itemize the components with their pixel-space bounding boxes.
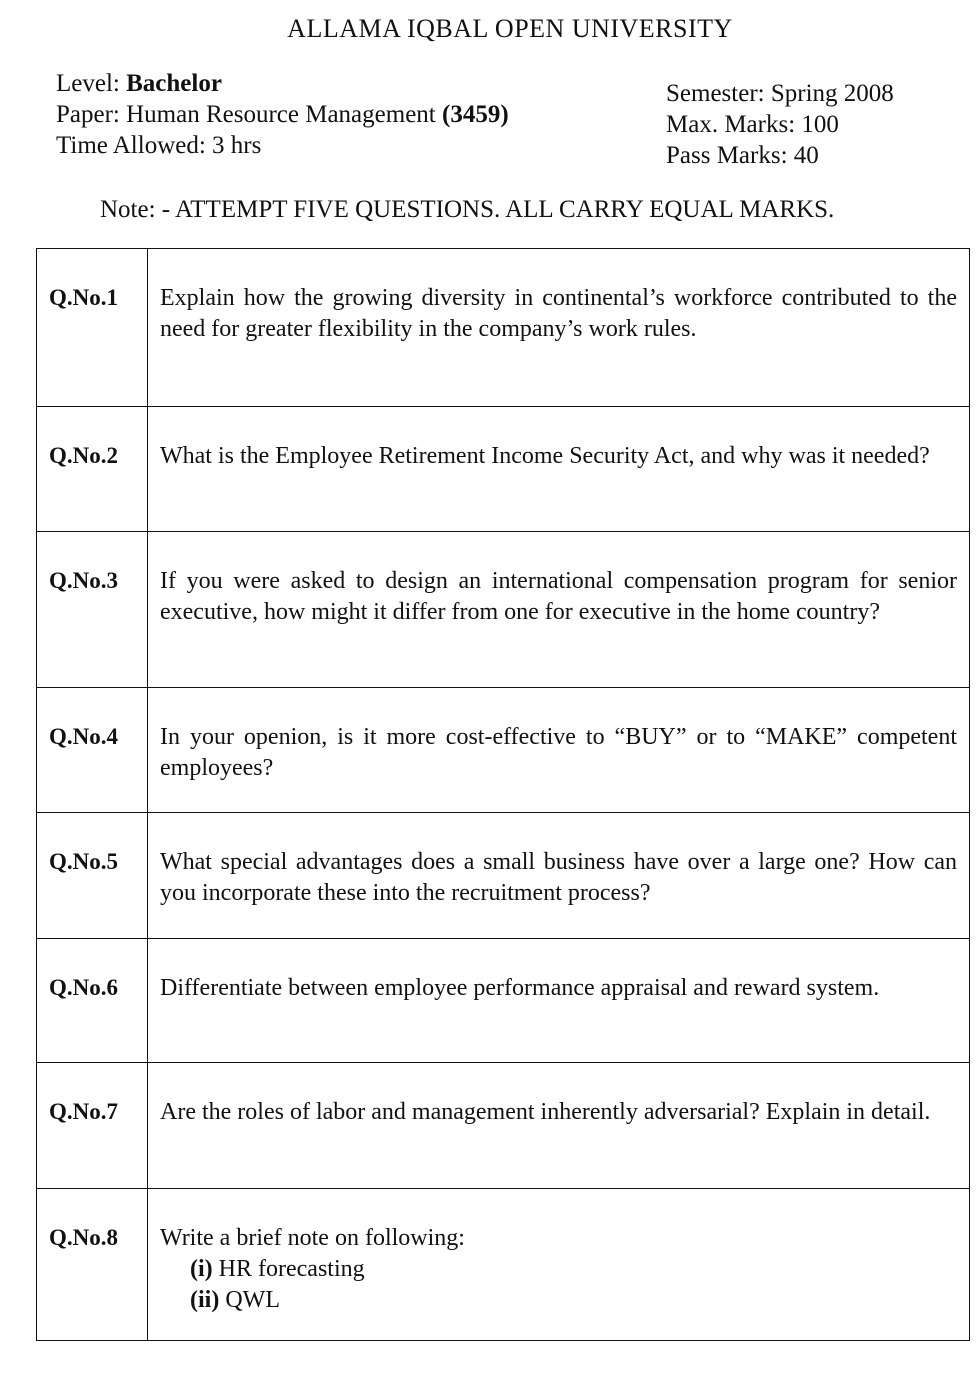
- level-label: Level:: [56, 70, 120, 97]
- question-number: Q.No.7: [37, 1063, 148, 1189]
- question-row: [37, 688, 970, 813]
- question-text: In your openion, is it more cost-effective to “BUY” or to “MAKE” competent employees?: [148, 688, 970, 813]
- question-row: [37, 532, 970, 688]
- questions-table: [36, 248, 970, 1341]
- paper-info: [56, 68, 509, 161]
- question-stem: Write a brief note on following:: [160, 1225, 465, 1251]
- level-line: [56, 68, 509, 99]
- question-text: If you were asked to design an international compensation program for senior executive, how might it differ from one for executive in the home country?: [148, 532, 970, 688]
- max-marks: Max. Marks: 100: [666, 111, 839, 138]
- paper-code: (3459): [442, 101, 509, 128]
- sub-item-number: (ii): [190, 1287, 220, 1313]
- time-allowed: Time Allowed: 3 hrs: [56, 132, 262, 159]
- pass-marks: Pass Marks: 40: [666, 142, 819, 169]
- question-row: [37, 939, 970, 1063]
- sub-item: [160, 1254, 957, 1285]
- level-value: Bachelor: [126, 70, 222, 97]
- question-number: Q.No.4: [37, 688, 148, 813]
- question-text: What special advantages does a small business have over a large one? How can you incorporate these into the recruitment process?: [148, 813, 970, 939]
- paper-label: Paper: Human Resource Management: [56, 101, 436, 128]
- sub-item-number: (i): [190, 1256, 213, 1282]
- sub-item-label: QWL: [225, 1287, 280, 1313]
- question-number: Q.No.2: [37, 407, 148, 532]
- sub-item: [160, 1285, 957, 1316]
- question-text: What is the Employee Retirement Income Security Act, and why was it needed?: [148, 407, 970, 532]
- question-row: [37, 407, 970, 532]
- question-row: [37, 249, 970, 407]
- question-row: [37, 1189, 970, 1341]
- question-text: Differentiate between employee performance appraisal and reward system.: [148, 939, 970, 1063]
- instructions-note: Note: - ATTEMPT FIVE QUESTIONS. ALL CARRY EQUAL MARKS.: [100, 196, 835, 223]
- question-number: Q.No.1: [37, 249, 148, 407]
- question-text: Explain how the growing diversity in continental’s workforce contributed to the need for greater flexibility in the company’s work rules.: [148, 249, 970, 407]
- university-title: ALLAMA IQBAL OPEN UNIVERSITY: [287, 14, 733, 43]
- question-text: [148, 1189, 970, 1341]
- question-number: Q.No.6: [37, 939, 148, 1063]
- question-row: [37, 813, 970, 939]
- semester: Semester: Spring 2008: [666, 80, 894, 107]
- sub-item-label: HR forecasting: [218, 1256, 365, 1282]
- question-text: Are the roles of labor and management inherently adversarial? Explain in detail.: [148, 1063, 970, 1189]
- question-row: [37, 1063, 970, 1189]
- question-number: Q.No.5: [37, 813, 148, 939]
- marks-info: [666, 78, 894, 171]
- paper-line: [56, 99, 509, 130]
- question-number: Q.No.3: [37, 532, 148, 688]
- question-number: Q.No.8: [37, 1189, 148, 1341]
